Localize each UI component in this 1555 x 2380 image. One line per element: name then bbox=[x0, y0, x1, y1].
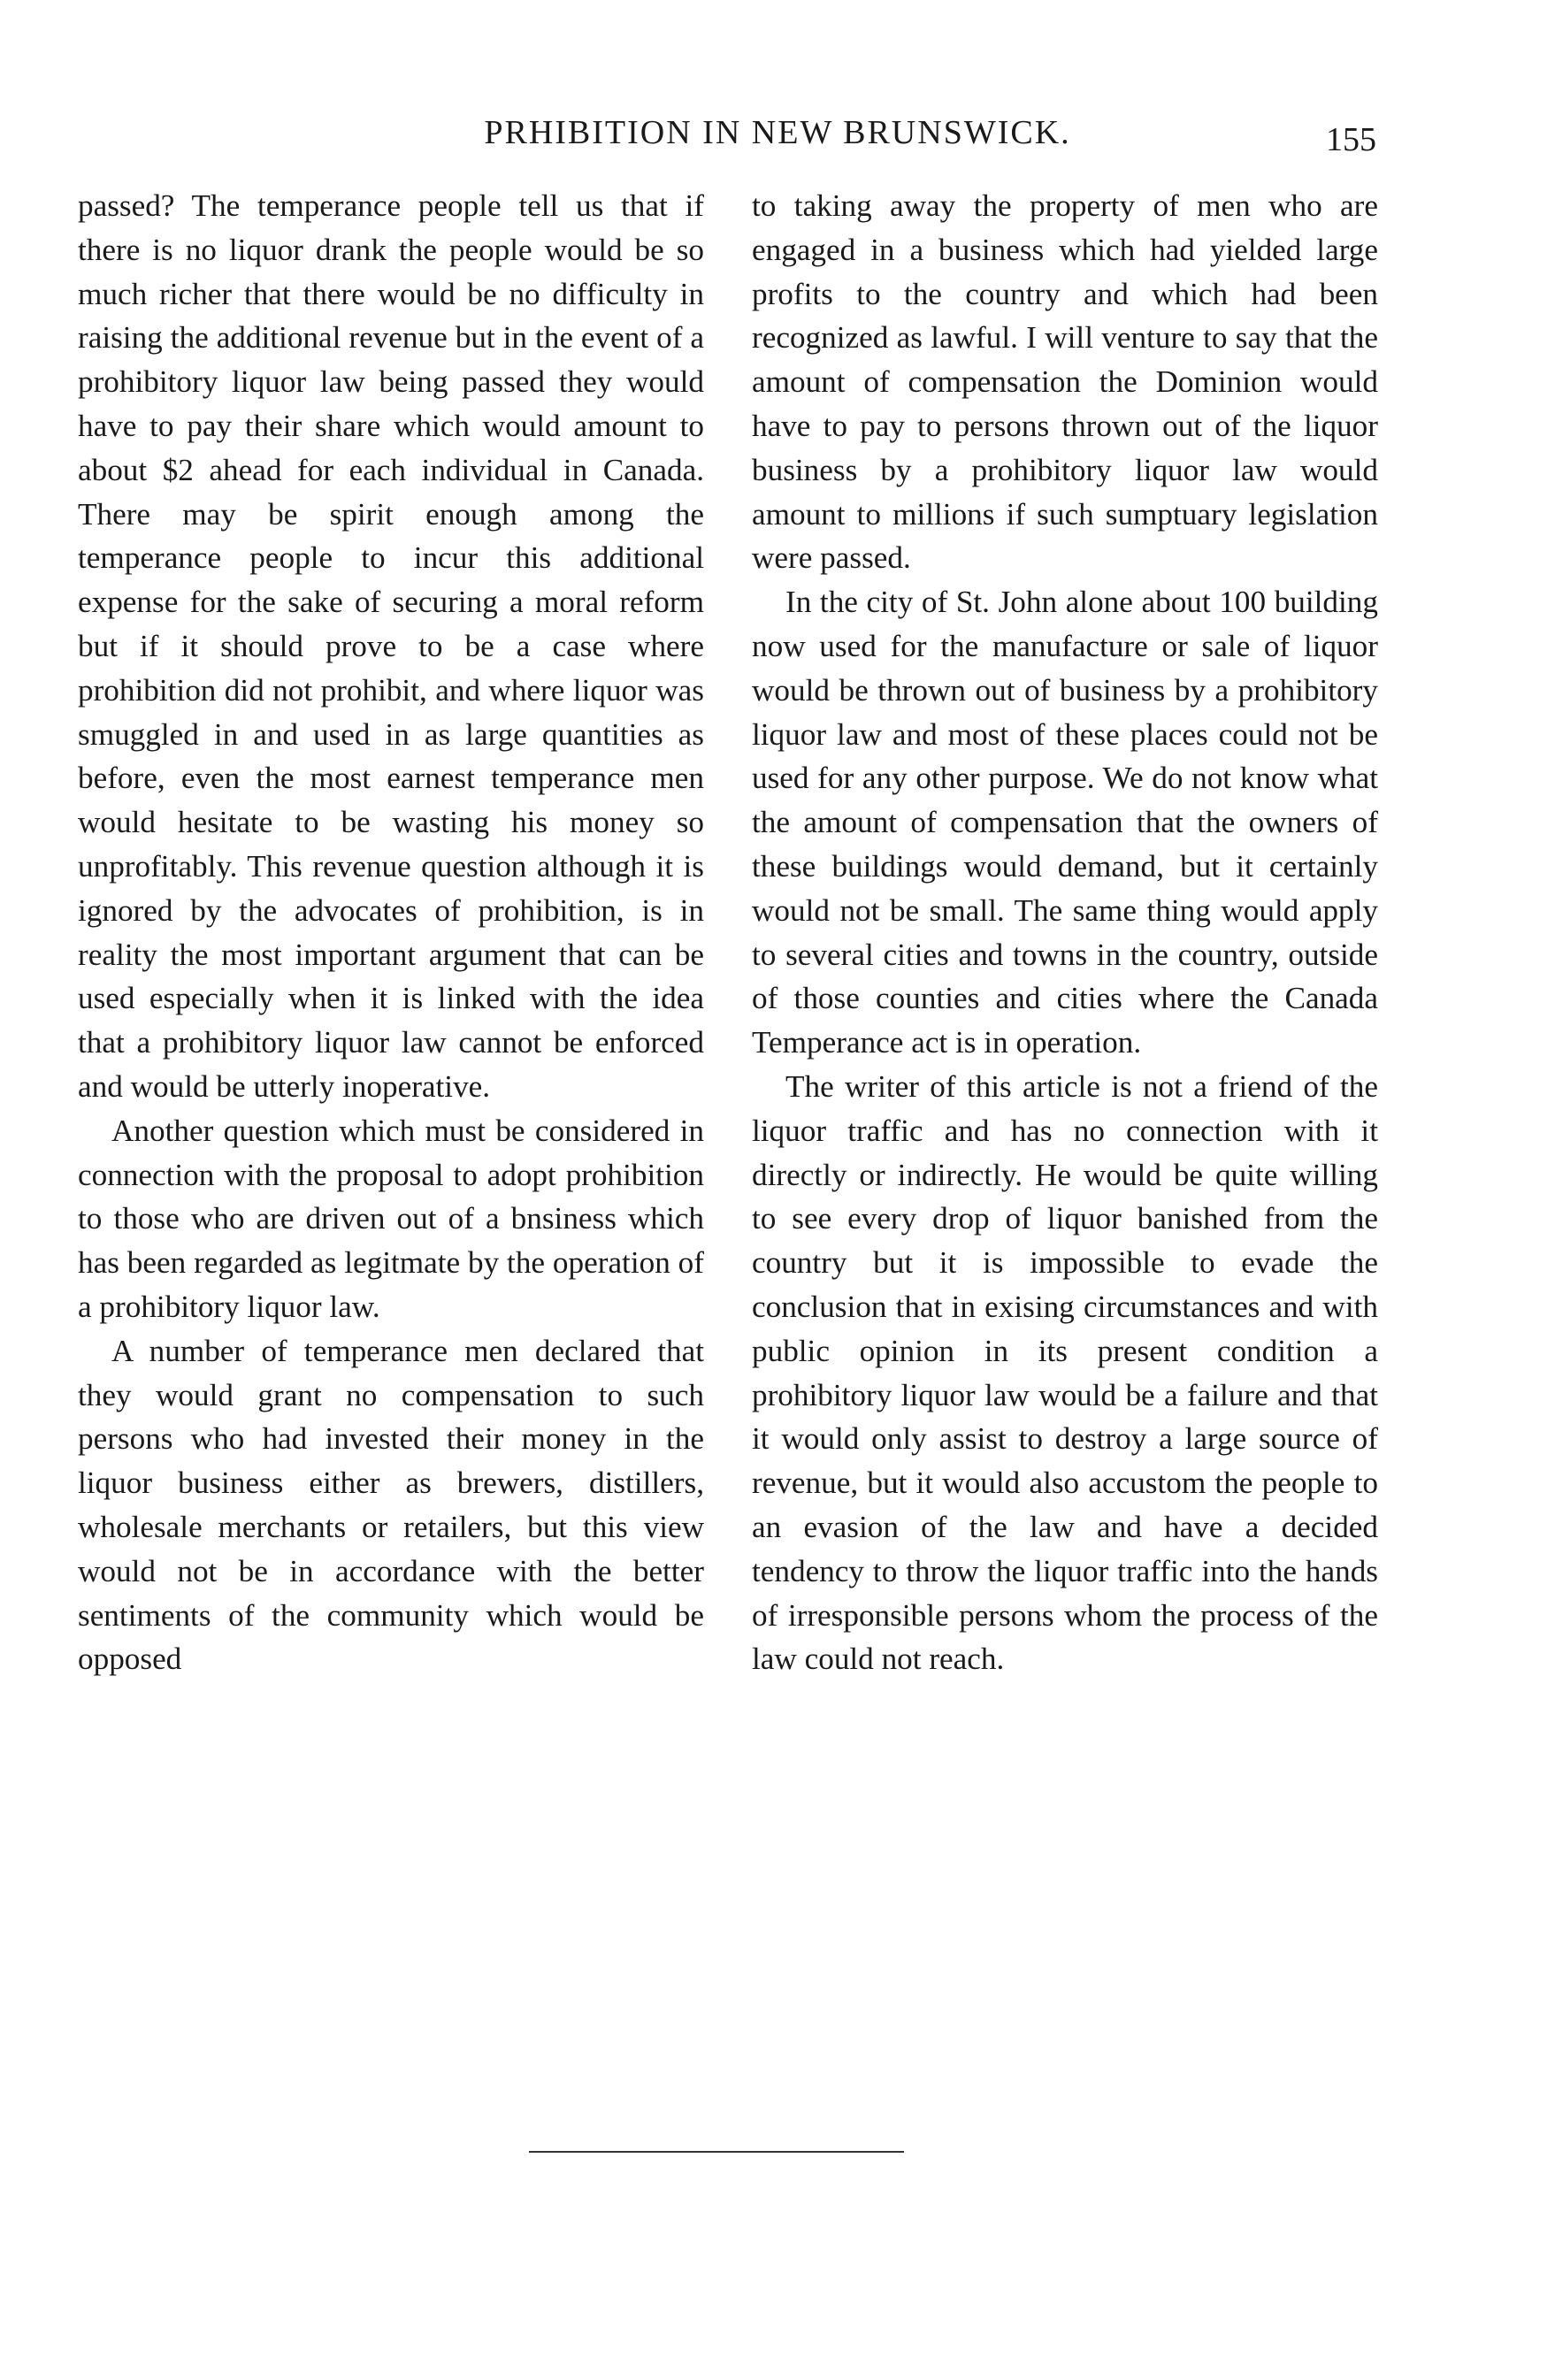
paragraph: to taking away the property of men who are engaged in a business which had yielded large profits to the country and which had been recognized as lawful. I will venture to say that the amount of compensation the Dominion would have to pay to persons thrown out of the liquor business by a prohibitory liquor law would amount to millions if such sumptuary legislation were passed. bbox=[752, 188, 1378, 576]
paragraph: In the city of St. John alone about 100 building now used for the manufacture or sale of liquor would be thrown out of business by a prohibitory liquor law and most of these places could not be used for any other purpose. We do not know what the amount of compensation that the owners of these buildings would demand, but it certainly would not be small. The same thing would apply to several cities and towns in the country, outside of those counties and cities where the Canada Temperance act is in operation. bbox=[752, 585, 1378, 1060]
page-number: 155 bbox=[1326, 121, 1376, 158]
paragraph: A number of temperance men declared that they would grant no compensation to such persons who had invested their money in the liquor business either as brewers, distillers, wholesale merchants or retailers, but this view would not be in accordance with the better sentiments of the community which would be opposed bbox=[78, 1333, 704, 1677]
paragraph: Another question which must be considered in connection with the proposal to adopt prohibition to those who are driven out of a bnsiness which has been regarded as legitmate by the operation of a prohibitory liquor law. bbox=[78, 1113, 704, 1324]
running-head-title: PRHIBITION IN NEW BRUNSWICK. bbox=[484, 114, 1071, 151]
text-columns bbox=[78, 184, 1378, 1681]
left-column bbox=[78, 184, 704, 1681]
paragraph: passed? The temperance people tell us that if there is no liquor drank the people would be so much richer that there would be no difficulty in raising the additional revenue but in the event of a prohibitory liquor law being passed they would have to pay their share which would amount to about $2 ahead for each individual in Canada. There may be spirit enough among the temperance people to incur this additional expense for the sake of securing a moral reform but if it should prove to be a case where prohibition did not prohibit, and where liquor was smuggled in and used in as large quantities as before, even the most earnest temperance men would hesitate to be wasting his money so unprofitably. This revenue question although it is ignored by the advocates of prohibition, is in reality the most important argument that can be used especially when it is linked with the idea that a prohibitory liquor law cannot be enforced and would be utterly inoperative. bbox=[78, 188, 704, 1104]
paragraph: The writer of this article is not a friend of the liquor traffic and has no connection with it directly or indirectly. He would be quite willing to see every drop of liquor banished from the country but it is impossible to evade the conclusion that in exising circumstances and with public opinion in its present condition a prohibitory liquor law would be a failure and that it would only assist to destroy a large source of revenue, but it would also accustom the people to an evasion of the law and have a decided tendency to throw the liquor traffic into the hands of irresponsible persons whom the process of the law could not reach. bbox=[752, 1068, 1378, 1677]
end-rule-divider bbox=[529, 2151, 904, 2153]
right-column bbox=[752, 184, 1378, 1681]
